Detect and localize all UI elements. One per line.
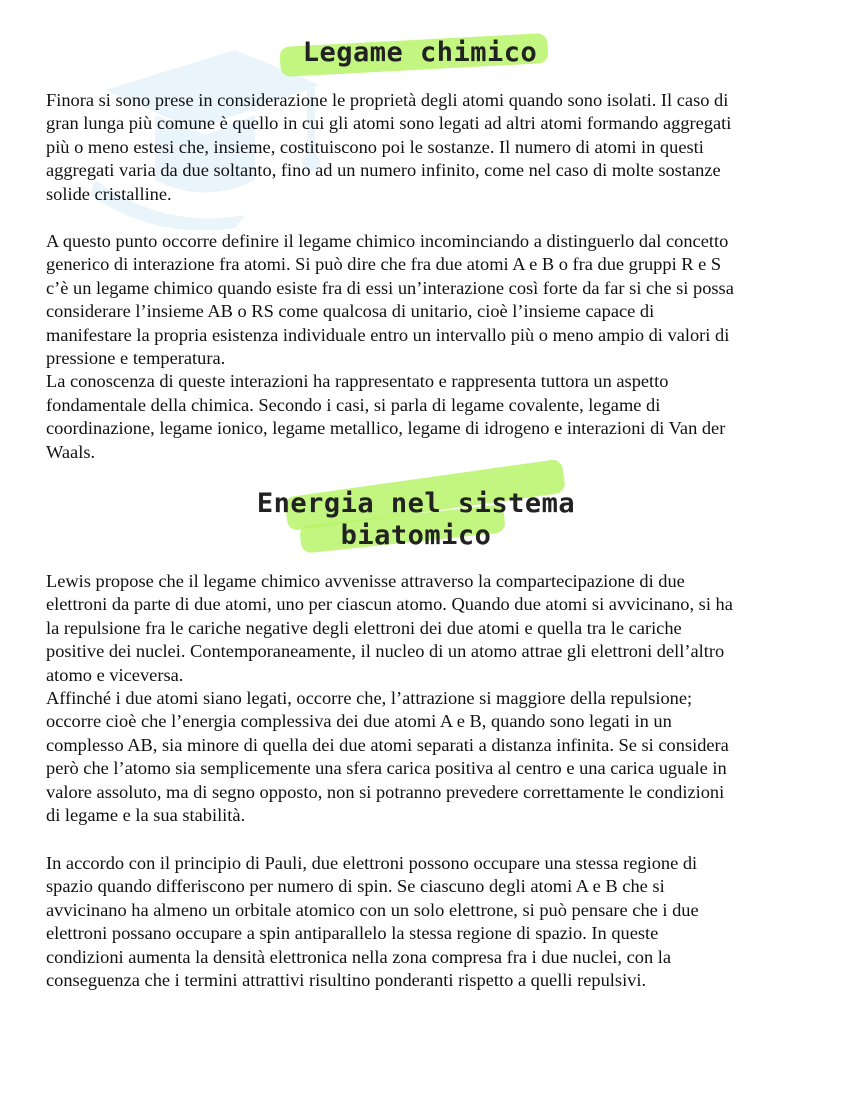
paragraph-intro	[46, 89, 816, 206]
text-line: generico di interazione fra atomi. Si può dire che fra due atomi A e B o fra due gruppi R e S	[46, 254, 722, 275]
text-line: occorre cioè che l’energia complessiva dei due atomi A e B, quando sono legati in un	[46, 711, 672, 732]
text-line: considerare l’insieme AB o RS come qualcosa di unitario, cioè l’insieme capace di	[46, 301, 655, 322]
text-line: La conoscenza di queste interazioni ha rappresentato e rappresenta tuttora un aspetto	[46, 371, 669, 392]
text-line: c’è un legame chimico quando esiste fra di essi un’interazione così forte da far si che si possa	[46, 277, 734, 298]
text-line: complesso AB, sia minore di quella dei due atomi separati a distanza infinita. Se si considera	[46, 734, 729, 755]
section-title	[236, 488, 596, 552]
text-line: fondamentale della chimica. Secondo i casi, si parla di legame covalente, legame di	[46, 394, 661, 415]
paragraph-definition	[46, 230, 816, 464]
text-line: più o meno estesi che, insieme, costituiscono poi le sostanze. Il numero di atomi in questi	[46, 136, 704, 157]
text-line: In accordo con il principio di Pauli, due elettroni possono occupare una stessa regione di	[46, 853, 698, 873]
section-title-line: biatomico	[340, 520, 492, 551]
text-line: manifestare la propria esistenza individuale entro un intervallo più o meno ampio di valori di	[46, 324, 730, 345]
text-line: positive dei nuclei. Contemporaneamente, il nucleo di un atomo attrae gli elettroni dell’altro	[46, 641, 725, 662]
text-line: Finora si sono prese in considerazione le proprietà degli atomi quando sono isolati. Il caso di	[46, 90, 729, 110]
text-line: Waals.	[46, 441, 96, 462]
text-line: condizioni aumenta la densità elettronica nella zona compresa fra i due nuclei, con la	[46, 946, 672, 967]
text-line: però che l’atomo sia semplicemente una sfera carica positiva al centro e una carica uguale in	[46, 758, 727, 779]
text-line: elettroni da parte di due atomi, uno per ciascun atomo. Quando due atomi si avvicinano, si ha	[46, 594, 733, 615]
text-line: coordinazione, legame ionico, legame metallico, legame di idrogeno e interazioni di Van der	[46, 418, 726, 439]
text-line: avvicinano ha almeno un orbitale atomico con un solo elettrone, si può pensare che i due	[46, 899, 699, 920]
text-line: di legame e la sua stabilità.	[46, 805, 246, 826]
text-line: A questo punto occorre definire il legame chimico incominciando a distinguerlo dal concetto	[46, 231, 729, 251]
text-line: atomo e viceversa.	[46, 664, 184, 685]
text-line: la repulsione fra le cariche negative degli elettroni dei due atomi e quella tra le cariche	[46, 617, 682, 638]
page-title: Legame chimico	[302, 37, 538, 68]
section-title-line: Energia nel sistema	[256, 488, 576, 519]
text-line: conseguenza che i termini attrattivi risultino ponderanti rispetto a quelli repulsivi.	[46, 970, 647, 991]
text-line: elettroni possano occupare a spin antiparallelo la stessa regione di spazio. In queste	[46, 923, 659, 944]
text-line: Affinché i due atomi siano legati, occorre che, l’attrazione si maggiore della repulsione;	[46, 688, 693, 709]
text-line: aggregati varia da due soltanto, fino ad un numero infinito, come nel caso di molte sostanze	[46, 160, 721, 181]
text-line: pressione e temperatura.	[46, 348, 226, 369]
text-line: gran lunga più comune è quello in cui gli atomi sono legati ad altri atomi formando aggregati	[46, 113, 732, 134]
text-line: solide cristalline.	[46, 183, 172, 204]
paragraph-pauli	[46, 852, 816, 992]
text-line: valore assoluto, ma di segno opposto, non si potranno prevedere correttamente le condizioni	[46, 781, 725, 802]
text-line: spazio quando differiscono per numero di spin. Se ciascuno degli atomi A e B che si	[46, 876, 665, 897]
paragraph-lewis	[46, 570, 816, 827]
text-line: Lewis propose che il legame chimico avvenisse attraverso la compartecipazione di due	[46, 571, 685, 591]
